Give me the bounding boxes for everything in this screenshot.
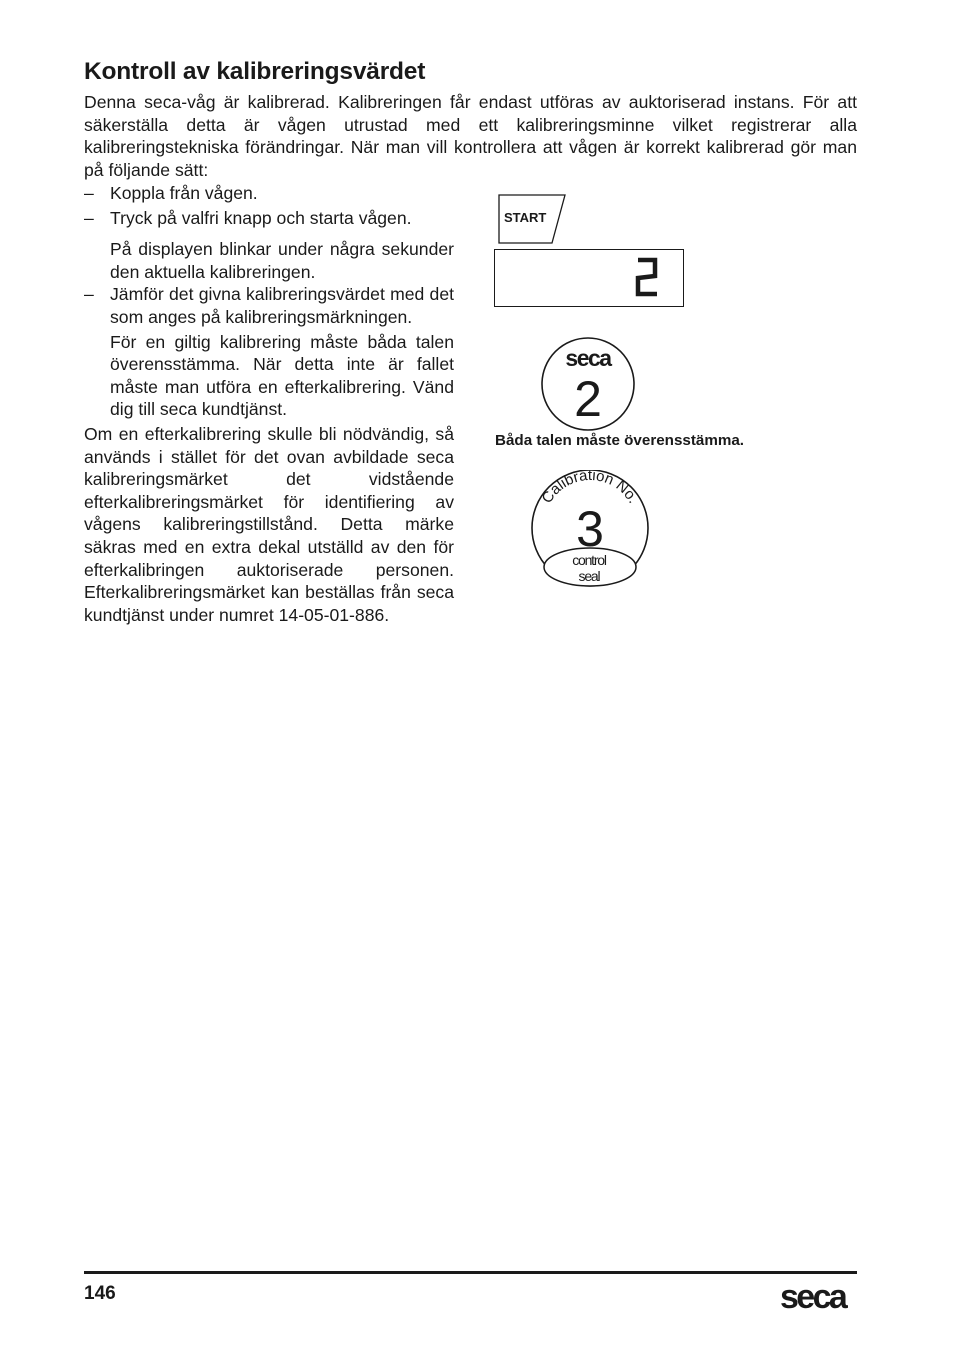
step-1-text: Koppla från vågen. (110, 183, 258, 203)
seal-caption: Båda talen måste överensstämma. (495, 432, 745, 449)
footer-divider (84, 1271, 857, 1274)
calibration-number: 3 (576, 501, 604, 557)
step-3 (84, 283, 454, 328)
seal-line-1: control (572, 552, 606, 568)
instructions-column (84, 182, 454, 626)
display-digit-2 (495, 250, 685, 308)
seal-arc-text: Calibration No. (538, 470, 642, 507)
closing-paragraph: Om en efterkalibrering skulle bli nödvändig, så används i stället för det ovan avbildade seca kalibreringsmärket det vidstående efterkalibreringsmärket för identifiering av vågens kalibreringstillstånd. Detta märke säkras med en extra dekal utställd av den för efterkalibringen auktoriserade personen. Efterkalibreringsmärket kan beställas från seca kundtjänst under numret 14-05-01-886. (84, 423, 454, 625)
start-key-label: START (504, 210, 547, 225)
seal-brand: seca (565, 345, 611, 371)
scale-display (494, 249, 684, 307)
start-key-illustration (497, 193, 567, 245)
list-dash: – (84, 284, 94, 305)
list-dash: – (84, 183, 94, 203)
seal-line-2: seal (578, 568, 600, 584)
step-3-text: Jämför det givna kalibreringsvärdet med det som anges på kalibreringsmärkningen. (110, 284, 454, 327)
intro-paragraph: Denna seca-våg är kalibrerad. Kalibreringen får endast utföras av auktoriserad instans. För att säkerställa detta är vågen utrustad med ett kalibreringsminne vilket registrerar alla kalibreringstekniska förändringar. När man vill kontrollera att vågen är korrekt kalibrerad gör man på följande sätt: (84, 92, 857, 180)
page-title: Kontroll av kalibreringsvärdet (84, 58, 426, 85)
recalibration-seal (528, 470, 652, 588)
seal-number: 2 (574, 371, 602, 427)
step-1 (84, 182, 454, 205)
step-3-note: För en giltig kalibrering måste båda talen överensstämma. När detta inte är fallet måste man utföra en efterkalibrering. Vänd dig till seca kundtjänst. (110, 331, 454, 420)
seca-calibration-seal (540, 336, 636, 432)
list-dash: – (84, 207, 94, 228)
step-2-note: På displayen blinkar under några sekunder den aktuella kalibreringen. (110, 239, 454, 282)
step-2 (84, 207, 454, 230)
seca-logo: seca (780, 1278, 846, 1316)
step-2-text: Tryck på valfri knapp och starta vågen. (110, 207, 412, 228)
page-number: 146 (84, 1283, 116, 1304)
